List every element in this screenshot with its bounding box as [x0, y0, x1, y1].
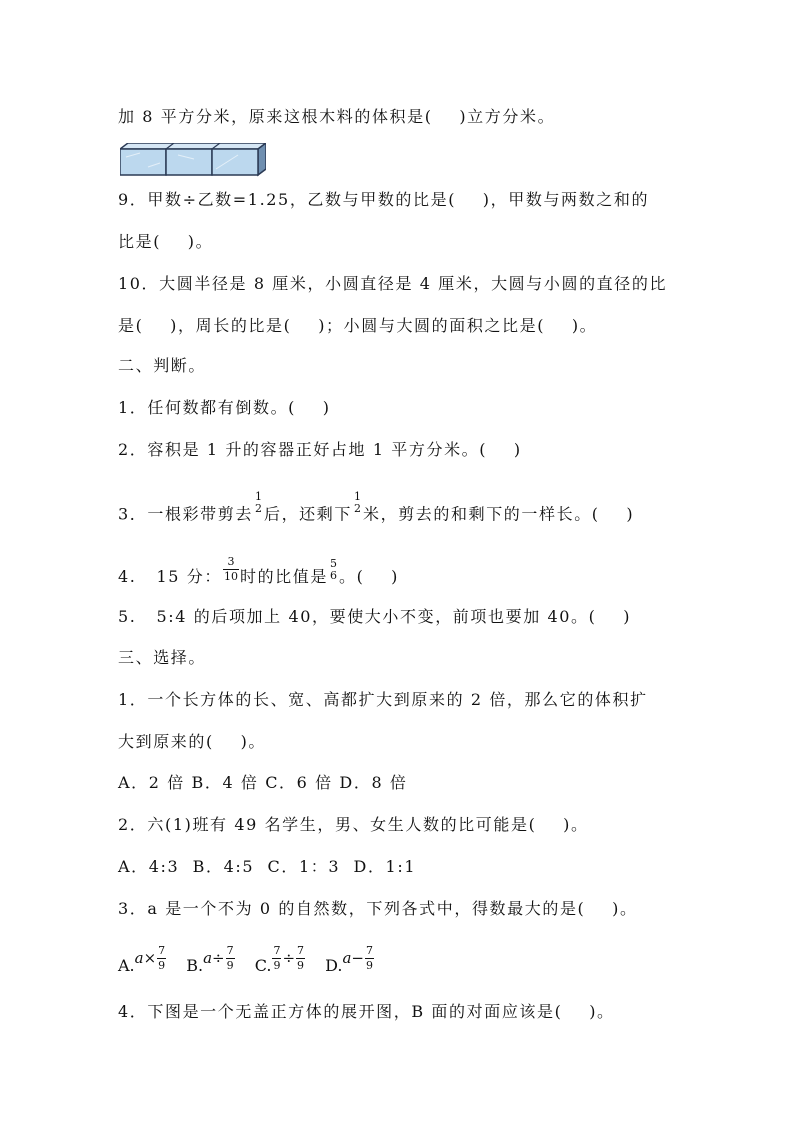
choice-2: 2．六(1)班有 49 名学生，男、女生人数的比可能是( )。	[118, 815, 589, 834]
question-9-line-2: 比是( )。	[118, 232, 214, 251]
question-10-line-2: 是( )，周长的比是( )；小圆与大圆的面积之比是( )。	[118, 316, 598, 335]
fraction-numerator: 1	[354, 490, 361, 503]
fraction-numerator: 7	[297, 944, 305, 957]
fraction-denominator: 10	[223, 570, 238, 583]
judgement-3-part-c: 米，剪去的和剩下的一样长。( )	[363, 504, 635, 524]
judgement-3-part-a: 3．一根彩带剪去	[118, 504, 253, 524]
fraction-denominator: 9	[273, 959, 281, 972]
judgement-1: 1．任何数都有倒数。( )	[118, 398, 331, 417]
option-a-label: A.	[118, 956, 135, 975]
fraction-denominator: 9	[226, 959, 234, 972]
fraction-one-half	[353, 491, 362, 515]
judgement-3	[118, 490, 635, 527]
choice-4: 4．下图是一个无盖正方体的展开图，B 面的对面应该是( )。	[118, 1002, 615, 1021]
option-c-expression: ÷	[282, 949, 296, 967]
fraction-denominator: 9	[297, 959, 305, 972]
choice-3: 3．a 是一个不为 0 的自然数，下列各式中，得数最大的是( )。	[118, 899, 638, 918]
option-a	[118, 944, 172, 975]
judgement-2: 2．容积是 1 升的容器正好占地 1 平方分米。( )	[118, 440, 522, 459]
fraction-numerator: 5	[329, 556, 337, 570]
fraction-numerator: 7	[273, 944, 281, 957]
option-b-expression: a÷	[203, 949, 225, 967]
choice-1-line-1: 1．一个长方体的长、宽、高都扩大到原来的 2 倍，那么它的体积扩	[118, 690, 648, 709]
option-c-label: C.	[254, 956, 272, 975]
fraction-five-sixths	[329, 558, 338, 582]
option-d	[325, 944, 375, 975]
option-d-expression: a−	[342, 949, 364, 967]
wood-cubes-illustration	[120, 143, 266, 177]
fraction-three-tenths	[223, 556, 239, 583]
question-10-line-1: 10．大圆半径是 8 厘米，小圆直径是 4 厘米，大圆与小圆的直径的比	[118, 274, 668, 293]
fraction-seven-ninths	[226, 945, 235, 972]
choice-1-options: A．2 倍 B．4 倍 C．6 倍 D．8 倍	[118, 773, 408, 792]
fraction-seven-ninths	[157, 945, 166, 972]
fraction-denominator: 6	[329, 568, 337, 582]
section-heading-choice: 三、选择。	[118, 648, 207, 667]
fraction-numerator: 3	[227, 555, 235, 568]
option-d-label: D.	[325, 956, 343, 975]
judgement-3-part-b: 后，还剩下	[263, 504, 352, 524]
choice-2-options: A．4:3 B．4:5 C．1：3 D．1:1	[118, 857, 417, 876]
fraction-numerator: 7	[366, 944, 373, 957]
option-b	[186, 944, 240, 975]
fraction-numerator: 7	[158, 944, 166, 957]
fraction-denominator: 2	[354, 502, 361, 515]
judgement-4-part-a: 4. 15 分：	[118, 567, 222, 586]
question-8-continuation: 加 8 平方分米，原来这根木料的体积是( )立方分米。	[118, 107, 556, 126]
judgement-4-part-b: 时的比值是	[239, 567, 328, 586]
option-a-expression: a×	[134, 949, 157, 967]
judgement-5: 5. 5:4 的后项加上 40，要使大小不变，前项也要加 40。( )	[118, 607, 632, 626]
fraction-seven-ninths	[272, 945, 281, 972]
choice-1-line-2: 大到原来的( )。	[118, 732, 267, 751]
fraction-numerator: 7	[226, 944, 234, 957]
fraction-one-half	[254, 491, 263, 515]
fraction-denominator: 9	[366, 959, 373, 972]
question-9-line-1: 9．甲数÷乙数=1.25，乙数与甲数的比是( )，甲数与两数之和的	[118, 190, 650, 209]
judgement-4	[118, 555, 400, 591]
fraction-seven-ninths	[296, 945, 305, 972]
fraction-denominator: 9	[158, 959, 166, 972]
fraction-seven-ninths	[365, 945, 374, 972]
option-b-label: B.	[186, 956, 204, 975]
judgement-4-part-c: 。( )	[338, 567, 400, 586]
choice-3-options	[118, 944, 389, 980]
option-c	[254, 944, 311, 975]
section-heading-judgement: 二、判断。	[118, 356, 207, 375]
fraction-numerator: 1	[254, 490, 262, 503]
fraction-denominator: 2	[254, 502, 262, 515]
